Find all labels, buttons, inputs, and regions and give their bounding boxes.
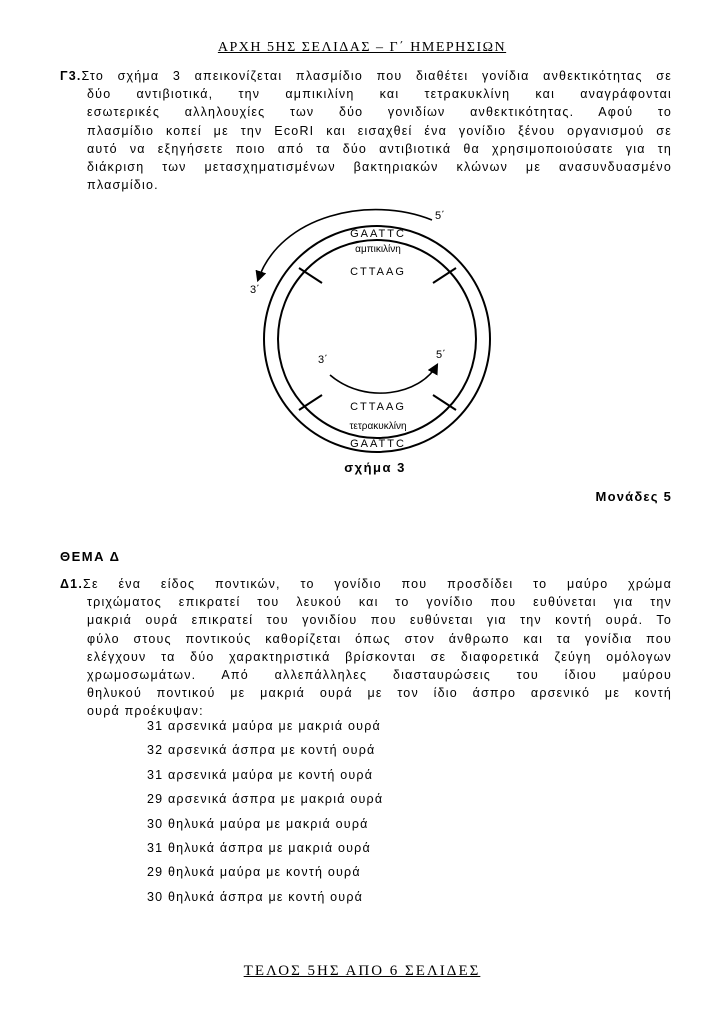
tetracycline-gene-label: τετρακυκλίνη [349, 421, 407, 432]
top-inner-sequence: CTTAAG [350, 266, 406, 278]
outer-5prime-label: 5΄ [435, 210, 445, 222]
g3-line-5: αυτό να εξηγήσετε ποιο από τα δύο αντιβιοτικά θα χρησιμοποιούσατε για τη [87, 141, 672, 156]
g3-line-7: πλασμίδιο. [87, 178, 159, 193]
outer-strand-arrow [258, 210, 432, 280]
d1-line-1: Δ1.Σε ένα είδος ποντικών, το γονίδιο που προσδίδει το μαύρο χρώμα [60, 577, 672, 591]
d1-line-4: φύλο στους ποντικούς καθορίζεται όπως στον άνθρωπο και τα γονίδια που [87, 631, 672, 646]
inner-5prime-label: 5΄ [436, 349, 446, 361]
bottom-inner-sequence: CTTAAG [350, 401, 406, 413]
ampicillin-boundary-left [299, 268, 322, 283]
list-item: 30 θηλυκά άσπρα με κοντή ουρά [147, 889, 364, 904]
d1-line-7: θηλυκού ποντικού με μακριά ουρά με τον ίδιο άσπρο αρσενικό με κοντή [87, 686, 672, 701]
d1-line-2: τριχώματος επικρατεί του λευκού και το γονίδιο που ευθύνεται για την [87, 595, 672, 610]
page-footer: ΤΕΛΟΣ 5ΗΣ ΑΠΟ 6 ΣΕΛΙΔΕΣ [243, 963, 481, 979]
page-header: ΑΡΧΗ 5ΗΣ ΣΕΛΙΔΑΣ – Γ΄ ΗΜΕΡΗΣΙΩΝ [217, 40, 507, 55]
inner-strand-arrow [330, 365, 437, 393]
g3-line-1: Γ3.Στο σχήμα 3 απεικονίζεται πλασμίδιο που διαθέτει γονίδια ανθεκτικότητας σε [60, 69, 672, 83]
list-item: 29 θηλυκά μαύρα με κοντή ουρά [147, 865, 361, 880]
g3-line-4: πλασμίδιο κοπεί με την EcoRI και εισαχθεί ένα γονίδιο ξένου οργανισμού σε [87, 123, 672, 138]
list-item: 31 αρσενικά μαύρα με μακριά ουρά [147, 719, 381, 733]
list-item: 31 θηλυκά άσπρα με μακριά ουρά [147, 840, 371, 855]
d1-line-5: ελέγχουν τα δύο χαρακτηριστικά βρίσκονται σε διαφορετικά ζεύγη ομόλογων [87, 649, 672, 664]
question-d1 [60, 575, 672, 721]
g3-line-3: εσωτερικές αλληλουχίες των δύο γονιδίων ανθεκτικότητας. Αφού το [87, 105, 672, 120]
tetracycline-boundary-left [299, 395, 322, 410]
list-item: 32 αρσενικά άσπρα με κοντή ουρά [147, 743, 376, 758]
cross-results-list [147, 717, 383, 912]
d1-line-6: χρωμοσωμάτων. Από αλλεπάλληλες διασταυρώσεις του ίδιου μαύρου [87, 668, 672, 683]
points-label: Μονάδες 5 [595, 489, 672, 504]
plasmid-inner-ring [278, 240, 476, 438]
d1-line-8: ουρά προέκυψαν: [87, 704, 204, 719]
list-item: 30 θηλυκά μαύρα με μακριά ουρά [147, 816, 369, 831]
d1-label: Δ1. [60, 577, 84, 591]
g3-line-6: διάκριση των μετασχηματισμένων βακτηριακών κλώνων με ανασυνδυασμένο [87, 160, 672, 175]
inner-3prime-label: 3΄ [318, 354, 328, 366]
g3-label: Γ3. [60, 69, 82, 83]
tetracycline-boundary-right [433, 395, 456, 410]
figure-caption: σχήμα 3 [344, 460, 406, 475]
list-item: 31 αρσενικά μαύρα με κοντή ουρά [147, 767, 374, 782]
list-item: 29 αρσενικά άσπρα με μακριά ουρά [147, 792, 384, 807]
g3-line-2: δύο αντιβιοτικά, την αμπικιλίνη και τετρακυκλίνη και αναγράφονται [87, 87, 672, 102]
bottom-outer-sequence: GAATTC [350, 438, 406, 450]
ampicillin-gene-label: αμπικιλίνη [355, 244, 401, 255]
outer-3prime-label: 3΄ [250, 284, 260, 296]
top-outer-sequence: GAATTC [350, 228, 406, 240]
plasmid-outer-ring [264, 226, 490, 452]
question-g3 [60, 67, 672, 194]
d1-line-3: μακριά ουρά επικρατεί του γονιδίου που ευθύνεται για την κοντή ουρά. Το [87, 613, 672, 628]
section-title: ΘΕΜΑ Δ [60, 549, 121, 564]
ampicillin-boundary-right [433, 268, 456, 283]
